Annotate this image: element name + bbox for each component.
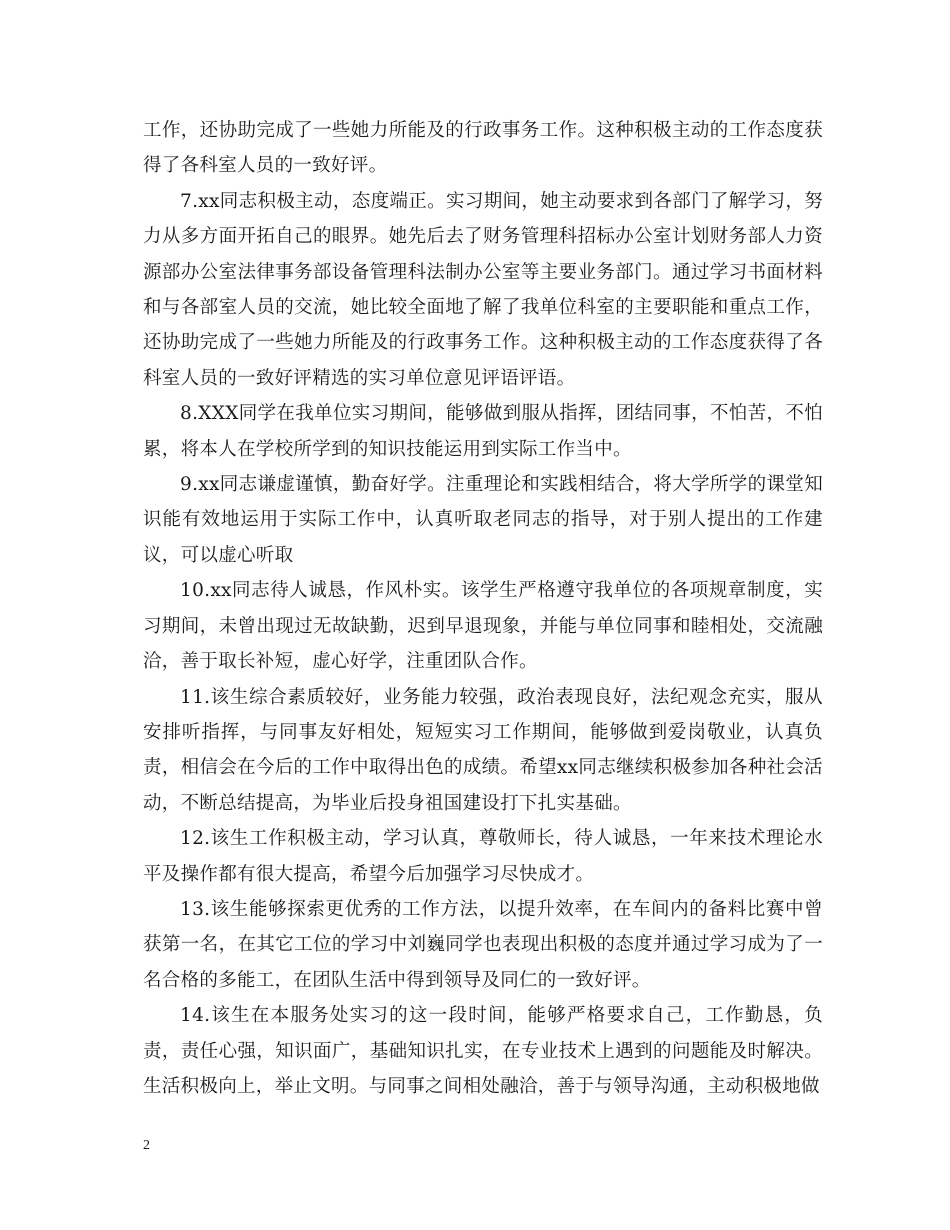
paragraph-item-8: 8.XXX同学在我单位实习期间，能够做到服从指挥，团结同事，不怕苦，不怕累，将本人在学校所学到的知识技能运用到实际工作当中。 [143, 403, 823, 460]
paragraph-item-13: 13.该生能够探索更优秀的工作方法，以提升效率，在车间内的备料比赛中曾获第一名，在其它工位的学习中刘巍同学也表现出积极的态度并通过学习成为了一名合格的多能工，在团队生活中得到领导及同仁的一致好评。 [143, 898, 823, 991]
paragraph-item-10: 10.xx同志待人诚恳，作风朴实。该学生严格遵守我单位的各项规章制度，实习期间，未曾出现过无故缺勤，迟到早退现象，并能与单位同事和睦相处，交流融洽，善于取长补短，虚心好学，注重团队合作。 [143, 580, 823, 673]
paragraph-item-12: 12.该生工作积极主动，学习认真，尊敬师长，待人诚恳，一年来技术理论水平及操作都有很大提高，希望今后加强学习尽快成才。 [143, 828, 823, 885]
paragraph-item-9: 9.xx同志谦虚谨慎，勤奋好学。注重理论和实践相结合，将大学所学的课堂知识能有效地运用于实际工作中，认真听取老同志的指导，对于别人提出的工作建议，可以虚心听取 [143, 474, 823, 566]
document-body [143, 113, 823, 1104]
paragraph-item-14: 14.该生在本服务处实习的这一段时间，能够严格要求自己，工作勤恳，负责，责任心强，知识面广，基础知识扎实，在专业技术上遇到的问题能及时解决。生活积极向上，举止文明。与同事之间相处融洽，善于与领导沟通，主动积极地做 [143, 1005, 823, 1097]
paragraph-item-11: 11.该生综合素质较好，业务能力较强，政治表现良好，法纪观念充实，服从安排听指挥，与同事友好相处，短短实习工作期间，能够做到爱岗敬业，认真负责，相信会在今后的工作中取得出色的成绩。希望xx同志继续积极参加各种社会活动，不断总结提高，为毕业后投身祖国建设打下扎实基础。 [143, 686, 823, 814]
paragraph-item-7: 7.xx同志积极主动，态度端正。实习期间，她主动要求到各部门了解学习，努力从多方面开拓自己的眼界。她先后去了财务管理科招标办公室计划财务部人力资源部办公室法律事务部设备管理科法制办公室等主要业务部门。通过学习书面材料和与各部室人员的交流，她比较全面地了解了我单位科室的主要职能和重点工作，还协助完成了一些她力所能及的行政事务工作。这种积极主动的工作态度获得了各科室人员的一致好评精选的实习单位意见评语评语。 [143, 190, 823, 389]
paragraph: 工作，还协助完成了一些她力所能及的行政事务工作。这种积极主动的工作态度获得了各科室人员的一致好评。 [143, 120, 823, 177]
page-number: 2 [143, 1138, 150, 1153]
